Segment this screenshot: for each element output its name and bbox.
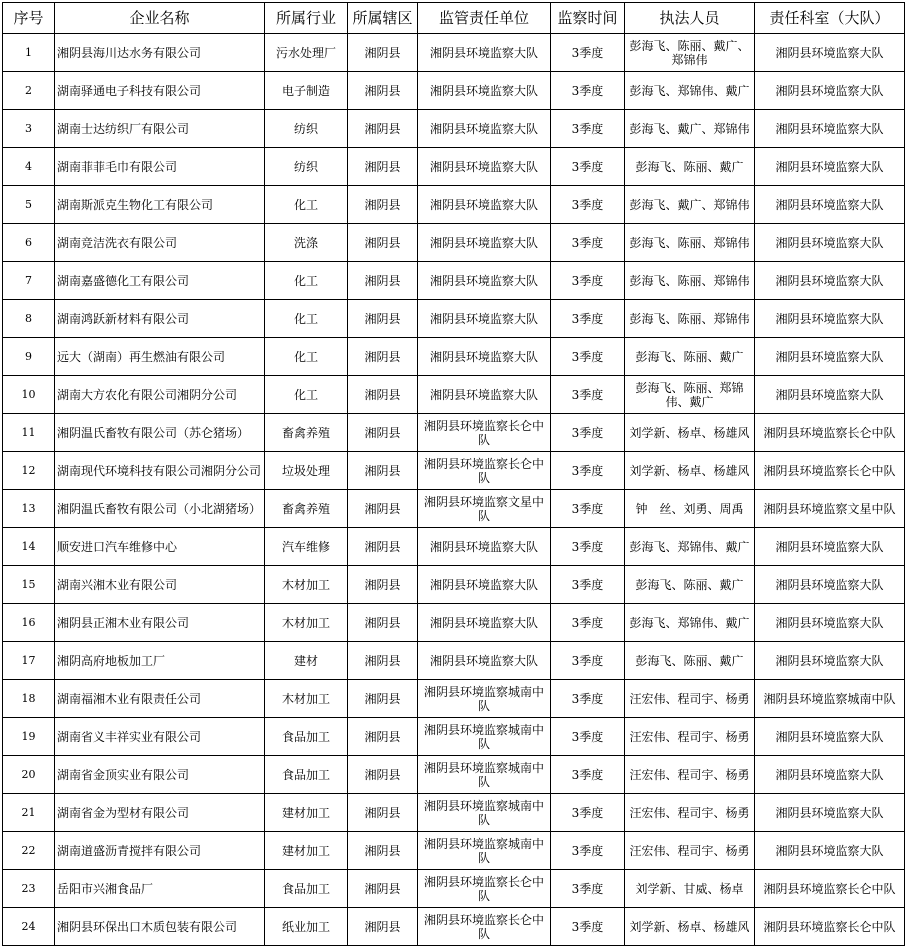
cell-serial: 1 [3, 34, 55, 72]
cell-serial: 8 [3, 300, 55, 338]
cell-serial: 6 [3, 224, 55, 262]
cell-enforcement-staff: 刘学新、甘威、杨卓 [625, 870, 755, 908]
cell-industry: 化工 [265, 262, 348, 300]
table-row [3, 490, 905, 528]
cell-serial: 13 [3, 490, 55, 528]
table-row [3, 414, 905, 452]
cell-responsible-dept: 湘阴县环境监察大队 [755, 642, 905, 680]
cell-responsible-dept: 湘阴县环境监察文星中队 [755, 490, 905, 528]
cell-company-name: 湖南福湘木业有限责任公司 [55, 680, 265, 718]
cell-supervising-unit: 湘阴县环境监察大队 [418, 300, 551, 338]
cell-district: 湘阴县 [348, 794, 418, 832]
cell-company-name: 远大（湖南）再生燃油有限公司 [55, 338, 265, 376]
cell-inspection-time: 3季度 [551, 680, 625, 718]
cell-responsible-dept: 湘阴县环境监察大队 [755, 604, 905, 642]
cell-inspection-time: 3季度 [551, 110, 625, 148]
cell-district: 湘阴县 [348, 870, 418, 908]
cell-company-name: 岳阳市兴湘食品厂 [55, 870, 265, 908]
cell-district: 湘阴县 [348, 680, 418, 718]
cell-supervising-unit: 湘阴县环境监察大队 [418, 34, 551, 72]
cell-inspection-time: 3季度 [551, 300, 625, 338]
cell-responsible-dept: 湘阴县环境监察大队 [755, 832, 905, 870]
cell-responsible-dept: 湘阴县环境监察大队 [755, 224, 905, 262]
header-enforcement-staff: 执法人员 [625, 3, 755, 34]
cell-industry: 食品加工 [265, 756, 348, 794]
cell-serial: 17 [3, 642, 55, 680]
cell-serial: 16 [3, 604, 55, 642]
cell-responsible-dept: 湘阴县环境监察长仑中队 [755, 452, 905, 490]
cell-inspection-time: 3季度 [551, 642, 625, 680]
cell-serial: 20 [3, 756, 55, 794]
cell-industry: 电子制造 [265, 72, 348, 110]
cell-company-name: 湖南道盛沥青搅拌有限公司 [55, 832, 265, 870]
cell-enforcement-staff: 刘学新、杨卓、杨雄风 [625, 908, 755, 946]
cell-responsible-dept: 湘阴县环境监察长仑中队 [755, 870, 905, 908]
cell-supervising-unit: 湘阴县环境监察大队 [418, 186, 551, 224]
cell-industry: 垃圾处理 [265, 452, 348, 490]
header-company-name: 企业名称 [55, 3, 265, 34]
cell-company-name: 湖南鸿跃新材料有限公司 [55, 300, 265, 338]
table-row [3, 642, 905, 680]
cell-district: 湘阴县 [348, 756, 418, 794]
cell-serial: 15 [3, 566, 55, 604]
cell-company-name: 湖南斯派克生物化工有限公司 [55, 186, 265, 224]
table-row [3, 566, 905, 604]
cell-inspection-time: 3季度 [551, 72, 625, 110]
table-row [3, 186, 905, 224]
cell-enforcement-staff: 彭海飞、郑锦伟、戴广 [625, 604, 755, 642]
cell-responsible-dept: 湘阴县环境监察大队 [755, 376, 905, 414]
cell-enforcement-staff: 刘学新、杨卓、杨雄风 [625, 452, 755, 490]
table-row [3, 756, 905, 794]
cell-responsible-dept: 湘阴县环境监察长仑中队 [755, 908, 905, 946]
cell-inspection-time: 3季度 [551, 376, 625, 414]
cell-responsible-dept: 湘阴县环境监察大队 [755, 718, 905, 756]
cell-enforcement-staff: 彭海飞、郑锦伟、戴广 [625, 72, 755, 110]
cell-responsible-dept: 湘阴县环境监察大队 [755, 794, 905, 832]
cell-district: 湘阴县 [348, 224, 418, 262]
cell-serial: 22 [3, 832, 55, 870]
cell-responsible-dept: 湘阴县环境监察大队 [755, 262, 905, 300]
cell-district: 湘阴县 [348, 452, 418, 490]
cell-district: 湘阴县 [348, 34, 418, 72]
cell-district: 湘阴县 [348, 718, 418, 756]
cell-serial: 14 [3, 528, 55, 566]
cell-inspection-time: 3季度 [551, 186, 625, 224]
table-row [3, 262, 905, 300]
cell-serial: 5 [3, 186, 55, 224]
cell-industry: 畜禽养殖 [265, 490, 348, 528]
cell-inspection-time: 3季度 [551, 908, 625, 946]
cell-supervising-unit: 湘阴县环境监察大队 [418, 224, 551, 262]
cell-serial: 24 [3, 908, 55, 946]
cell-district: 湘阴县 [348, 414, 418, 452]
cell-company-name: 湖南驿通电子科技有限公司 [55, 72, 265, 110]
cell-enforcement-staff: 彭海飞、戴广、郑锦伟 [625, 186, 755, 224]
table-row [3, 338, 905, 376]
cell-inspection-time: 3季度 [551, 604, 625, 642]
cell-industry: 洗涤 [265, 224, 348, 262]
cell-inspection-time: 3季度 [551, 756, 625, 794]
cell-supervising-unit: 湘阴县环境监察城南中队 [418, 680, 551, 718]
cell-supervising-unit: 湘阴县环境监察城南中队 [418, 794, 551, 832]
table-row [3, 300, 905, 338]
cell-company-name: 湖南现代环境科技有限公司湘阴分公司 [55, 452, 265, 490]
table-row [3, 528, 905, 566]
cell-district: 湘阴县 [348, 338, 418, 376]
cell-company-name: 湘阴县正湘木业有限公司 [55, 604, 265, 642]
cell-enforcement-staff: 彭海飞、郑锦伟、戴广 [625, 528, 755, 566]
table-header-row [3, 3, 905, 34]
table-row [3, 870, 905, 908]
cell-enforcement-staff: 彭海飞、陈丽、郑锦伟 [625, 300, 755, 338]
header-inspection-time: 监察时间 [551, 3, 625, 34]
cell-inspection-time: 3季度 [551, 794, 625, 832]
cell-company-name: 湖南省义丰祥实业有限公司 [55, 718, 265, 756]
cell-industry: 建材加工 [265, 832, 348, 870]
cell-supervising-unit: 湘阴县环境监察城南中队 [418, 718, 551, 756]
cell-serial: 19 [3, 718, 55, 756]
cell-supervising-unit: 湘阴县环境监察文星中队 [418, 490, 551, 528]
cell-industry: 纺织 [265, 110, 348, 148]
cell-industry: 木材加工 [265, 680, 348, 718]
cell-inspection-time: 3季度 [551, 528, 625, 566]
cell-enforcement-staff: 彭海飞、陈丽、戴广 [625, 338, 755, 376]
cell-responsible-dept: 湘阴县环境监察大队 [755, 300, 905, 338]
enterprise-inspection-table [2, 2, 905, 946]
cell-supervising-unit: 湘阴县环境监察城南中队 [418, 756, 551, 794]
table-row [3, 148, 905, 186]
cell-enforcement-staff: 汪宏伟、程司宇、杨勇 [625, 756, 755, 794]
cell-responsible-dept: 湘阴县环境监察长仑中队 [755, 414, 905, 452]
cell-enforcement-staff: 彭海飞、陈丽、戴广 [625, 642, 755, 680]
cell-industry: 纺织 [265, 148, 348, 186]
cell-industry: 木材加工 [265, 566, 348, 604]
cell-inspection-time: 3季度 [551, 566, 625, 604]
cell-industry: 纸业加工 [265, 908, 348, 946]
cell-serial: 12 [3, 452, 55, 490]
cell-district: 湘阴县 [348, 300, 418, 338]
cell-enforcement-staff: 彭海飞、陈丽、戴广 [625, 148, 755, 186]
cell-district: 湘阴县 [348, 642, 418, 680]
cell-responsible-dept: 湘阴县环境监察大队 [755, 34, 905, 72]
header-district: 所属辖区 [348, 3, 418, 34]
cell-district: 湘阴县 [348, 110, 418, 148]
cell-enforcement-staff: 彭海飞、戴广、郑锦伟 [625, 110, 755, 148]
header-serial: 序号 [3, 3, 55, 34]
cell-company-name: 湖南竞洁洗衣有限公司 [55, 224, 265, 262]
cell-company-name: 顺安进口汽车维修中心 [55, 528, 265, 566]
cell-supervising-unit: 湘阴县环境监察长仑中队 [418, 908, 551, 946]
cell-district: 湘阴县 [348, 376, 418, 414]
table-row [3, 224, 905, 262]
cell-district: 湘阴县 [348, 148, 418, 186]
cell-responsible-dept: 湘阴县环境监察城南中队 [755, 680, 905, 718]
cell-industry: 食品加工 [265, 870, 348, 908]
cell-serial: 18 [3, 680, 55, 718]
cell-company-name: 湘阴县海川达水务有限公司 [55, 34, 265, 72]
cell-district: 湘阴县 [348, 832, 418, 870]
cell-supervising-unit: 湘阴县环境监察长仑中队 [418, 452, 551, 490]
cell-district: 湘阴县 [348, 528, 418, 566]
table-row [3, 72, 905, 110]
cell-serial: 3 [3, 110, 55, 148]
cell-inspection-time: 3季度 [551, 34, 625, 72]
table-row [3, 34, 905, 72]
table-body [3, 34, 905, 946]
cell-supervising-unit: 湘阴县环境监察大队 [418, 376, 551, 414]
cell-responsible-dept: 湘阴县环境监察大队 [755, 338, 905, 376]
table-row [3, 376, 905, 414]
cell-district: 湘阴县 [348, 566, 418, 604]
cell-inspection-time: 3季度 [551, 490, 625, 528]
cell-supervising-unit: 湘阴县环境监察大队 [418, 148, 551, 186]
cell-district: 湘阴县 [348, 262, 418, 300]
cell-industry: 化工 [265, 186, 348, 224]
cell-enforcement-staff: 彭海飞、陈丽、戴广、郑锦伟 [625, 34, 755, 72]
cell-industry: 畜禽养殖 [265, 414, 348, 452]
cell-supervising-unit: 湘阴县环境监察大队 [418, 262, 551, 300]
cell-industry: 化工 [265, 300, 348, 338]
cell-company-name: 湖南大方农化有限公司湘阴分公司 [55, 376, 265, 414]
table-row [3, 680, 905, 718]
cell-company-name: 湘阴温氏畜牧有限公司（苏仑猪场） [55, 414, 265, 452]
table-row [3, 832, 905, 870]
cell-company-name: 湖南士达纺织厂有限公司 [55, 110, 265, 148]
table-row [3, 604, 905, 642]
cell-inspection-time: 3季度 [551, 832, 625, 870]
cell-supervising-unit: 湘阴县环境监察大队 [418, 528, 551, 566]
cell-serial: 7 [3, 262, 55, 300]
cell-serial: 2 [3, 72, 55, 110]
cell-enforcement-staff: 汪宏伟、程司宇、杨勇 [625, 832, 755, 870]
cell-industry: 食品加工 [265, 718, 348, 756]
cell-responsible-dept: 湘阴县环境监察大队 [755, 72, 905, 110]
cell-inspection-time: 3季度 [551, 148, 625, 186]
cell-supervising-unit: 湘阴县环境监察大队 [418, 642, 551, 680]
cell-enforcement-staff: 汪宏伟、程司宇、杨勇 [625, 718, 755, 756]
cell-industry: 建材加工 [265, 794, 348, 832]
header-responsible-dept: 责任科室（大队） [755, 3, 905, 34]
cell-enforcement-staff: 刘学新、杨卓、杨雄风 [625, 414, 755, 452]
cell-inspection-time: 3季度 [551, 718, 625, 756]
cell-company-name: 湘阴高府地板加工厂 [55, 642, 265, 680]
cell-enforcement-staff: 钟 丝、刘勇、周禹 [625, 490, 755, 528]
cell-inspection-time: 3季度 [551, 870, 625, 908]
cell-district: 湘阴县 [348, 490, 418, 528]
cell-responsible-dept: 湘阴县环境监察大队 [755, 148, 905, 186]
cell-enforcement-staff: 彭海飞、陈丽、郑锦伟 [625, 262, 755, 300]
cell-inspection-time: 3季度 [551, 224, 625, 262]
cell-supervising-unit: 湘阴县环境监察大队 [418, 566, 551, 604]
cell-responsible-dept: 湘阴县环境监察大队 [755, 756, 905, 794]
cell-industry: 污水处理厂 [265, 34, 348, 72]
cell-serial: 10 [3, 376, 55, 414]
cell-company-name: 湖南嘉盛德化工有限公司 [55, 262, 265, 300]
table-row [3, 110, 905, 148]
cell-enforcement-staff: 彭海飞、陈丽、戴广 [625, 566, 755, 604]
cell-inspection-time: 3季度 [551, 262, 625, 300]
cell-responsible-dept: 湘阴县环境监察大队 [755, 110, 905, 148]
cell-industry: 建材 [265, 642, 348, 680]
cell-company-name: 湘阴县环保出口木质包装有限公司 [55, 908, 265, 946]
cell-supervising-unit: 湘阴县环境监察大队 [418, 110, 551, 148]
cell-inspection-time: 3季度 [551, 452, 625, 490]
cell-serial: 23 [3, 870, 55, 908]
cell-district: 湘阴县 [348, 908, 418, 946]
cell-company-name: 湖南兴湘木业有限公司 [55, 566, 265, 604]
cell-serial: 11 [3, 414, 55, 452]
cell-industry: 化工 [265, 376, 348, 414]
cell-enforcement-staff: 彭海飞、陈丽、郑锦伟 [625, 224, 755, 262]
cell-enforcement-staff: 汪宏伟、程司宇、杨勇 [625, 794, 755, 832]
header-industry: 所属行业 [265, 3, 348, 34]
table-row [3, 908, 905, 946]
cell-district: 湘阴县 [348, 604, 418, 642]
cell-supervising-unit: 湘阴县环境监察大队 [418, 338, 551, 376]
table-row [3, 718, 905, 756]
cell-serial: 9 [3, 338, 55, 376]
table-row [3, 794, 905, 832]
cell-supervising-unit: 湘阴县环境监察长仑中队 [418, 414, 551, 452]
cell-inspection-time: 3季度 [551, 414, 625, 452]
cell-supervising-unit: 湘阴县环境监察长仑中队 [418, 870, 551, 908]
cell-enforcement-staff: 彭海飞、陈丽、郑锦伟、戴广 [625, 376, 755, 414]
header-supervising-unit: 监管责任单位 [418, 3, 551, 34]
cell-serial: 4 [3, 148, 55, 186]
cell-responsible-dept: 湘阴县环境监察大队 [755, 186, 905, 224]
cell-company-name: 湖南省金顶实业有限公司 [55, 756, 265, 794]
cell-supervising-unit: 湘阴县环境监察大队 [418, 72, 551, 110]
cell-responsible-dept: 湘阴县环境监察大队 [755, 528, 905, 566]
cell-industry: 木材加工 [265, 604, 348, 642]
cell-serial: 21 [3, 794, 55, 832]
cell-industry: 汽车维修 [265, 528, 348, 566]
cell-inspection-time: 3季度 [551, 338, 625, 376]
cell-company-name: 湘阴温氏畜牧有限公司（小北湖猪场） [55, 490, 265, 528]
cell-supervising-unit: 湘阴县环境监察大队 [418, 604, 551, 642]
cell-district: 湘阴县 [348, 186, 418, 224]
cell-supervising-unit: 湘阴县环境监察城南中队 [418, 832, 551, 870]
cell-company-name: 湖南菲菲毛巾有限公司 [55, 148, 265, 186]
cell-enforcement-staff: 汪宏伟、程司宇、杨勇 [625, 680, 755, 718]
cell-responsible-dept: 湘阴县环境监察大队 [755, 566, 905, 604]
cell-industry: 化工 [265, 338, 348, 376]
cell-district: 湘阴县 [348, 72, 418, 110]
table-row [3, 452, 905, 490]
cell-company-name: 湖南省金为型材有限公司 [55, 794, 265, 832]
